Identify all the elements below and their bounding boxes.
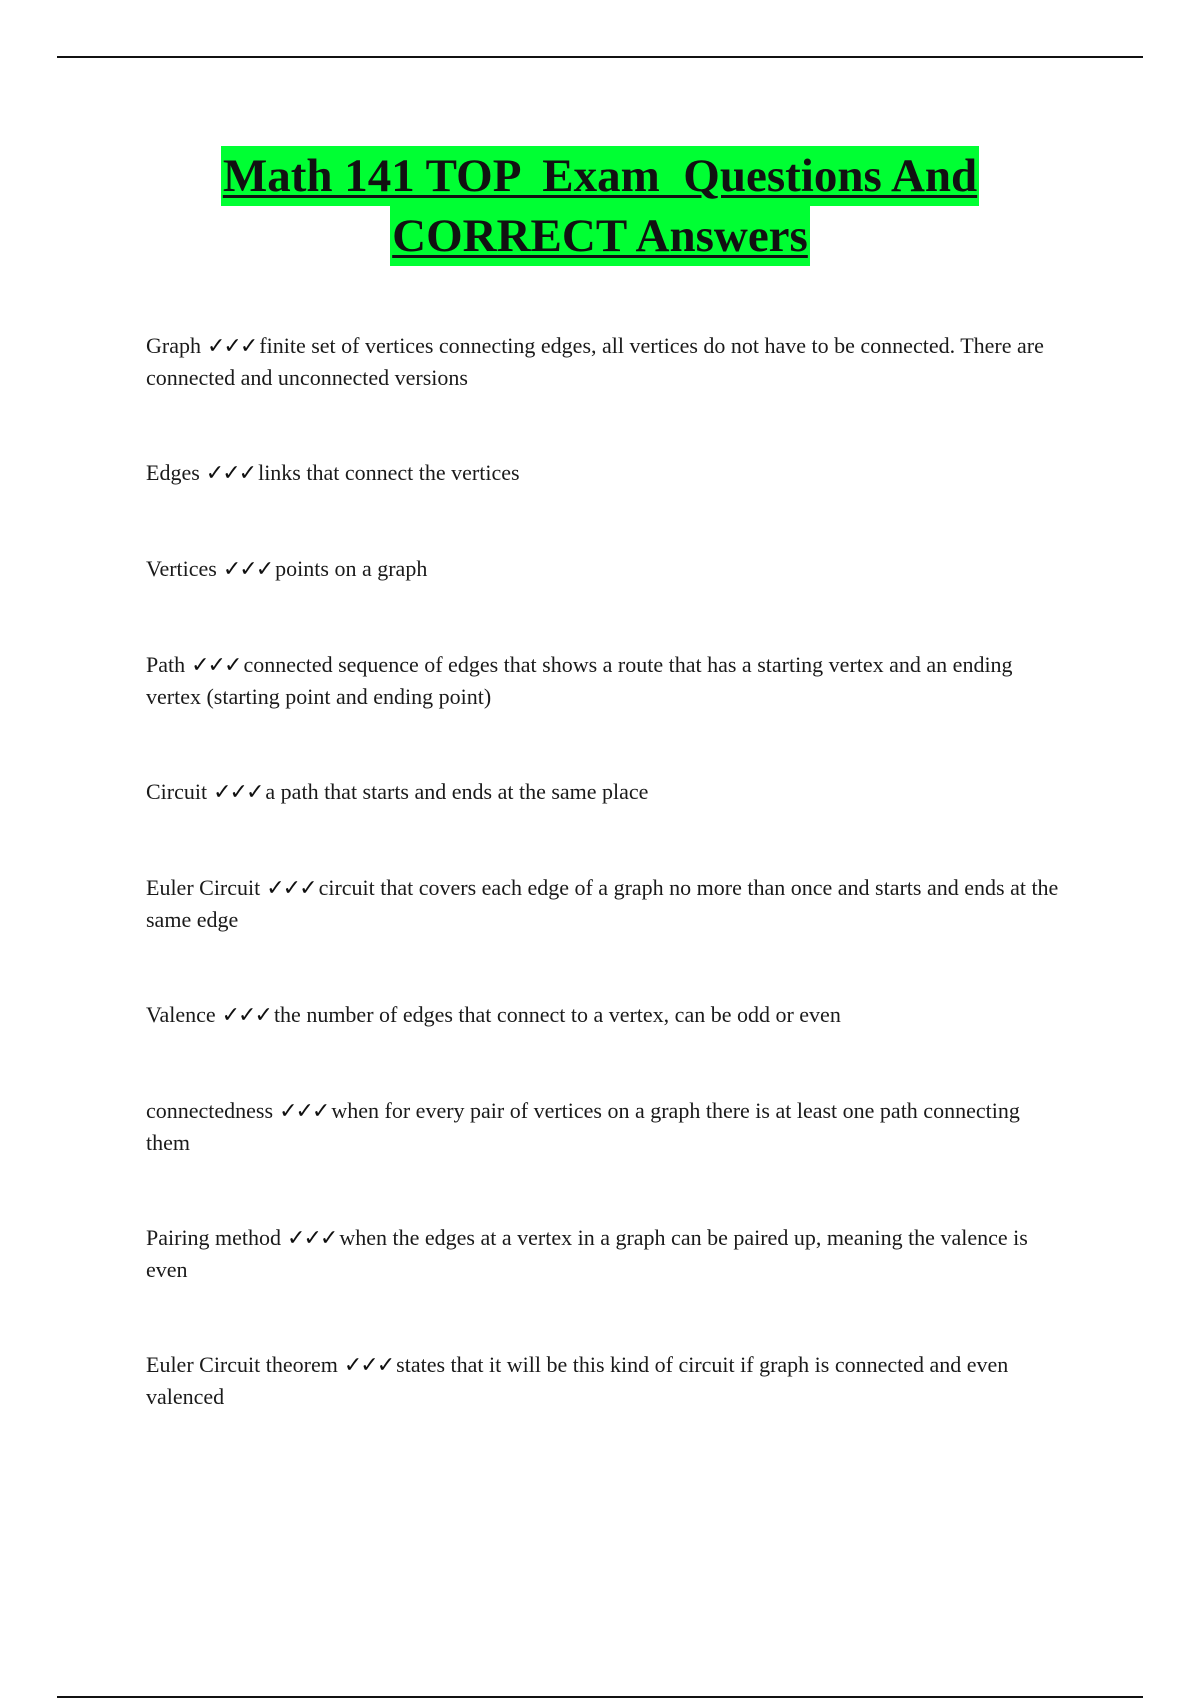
entry-term: Edges — [146, 460, 200, 485]
entry-term: Path — [146, 652, 186, 677]
entry-definition: links that connect the vertices — [258, 460, 520, 485]
check-marks-icon: ✓✓✓ — [205, 461, 256, 486]
check-marks-icon: ✓✓✓ — [191, 653, 241, 678]
entry-definition: connected sequence of edges that shows a route that has a starting vertex and an ending vertex (starting point and ending point) — [146, 652, 1013, 709]
definition-list — [146, 330, 1066, 1476]
entry-term: Graph — [146, 333, 201, 358]
top-rule — [57, 56, 1143, 58]
entry-connectedness — [146, 1095, 1066, 1222]
check-marks-icon: ✓✓✓ — [213, 780, 263, 805]
entry-pairing-method — [146, 1222, 1066, 1349]
entry-definition: when for every pair of vertices on a graph there is at least one path connecting them — [146, 1098, 1020, 1155]
entry-euler-circuit — [146, 872, 1066, 999]
entry-term: Vertices — [146, 556, 217, 581]
entry-definition: when the edges at a vertex in a graph can be paired up, meaning the valence is even — [146, 1225, 1028, 1282]
entry-euler-circuit-theorem — [146, 1349, 1066, 1476]
check-marks-icon: ✓✓✓ — [279, 1099, 329, 1124]
title-line-1: Math 141 TOP Exam Questions And — [221, 146, 979, 206]
entry-term: Euler Circuit — [146, 875, 261, 900]
entry-definition: finite set of vertices connecting edges, all vertices do not have to be connected. There are connected and unconnected versions — [146, 333, 1044, 390]
entry-term: Euler Circuit theorem — [146, 1352, 338, 1377]
entry-term: Valence — [146, 1002, 216, 1027]
page-title — [0, 146, 1200, 266]
bottom-rule — [57, 1696, 1143, 1698]
check-marks-icon: ✓✓✓ — [222, 557, 273, 582]
check-marks-icon: ✓✓✓ — [287, 1226, 337, 1251]
entry-term: Circuit — [146, 779, 208, 804]
entry-definition: the number of edges that connect to a vertex, can be odd or even — [273, 1002, 841, 1027]
entry-term: Pairing method — [146, 1225, 282, 1250]
entry-definition: a path that starts and ends at the same place — [265, 779, 649, 804]
entry-edges — [146, 457, 1066, 553]
entry-vertices — [146, 553, 1066, 649]
check-marks-icon: ✓✓✓ — [266, 876, 316, 901]
title-line-2: CORRECT Answers — [390, 206, 810, 266]
entry-circuit — [146, 776, 1066, 872]
entry-term: connectedness — [146, 1098, 274, 1123]
entry-path — [146, 649, 1066, 776]
check-marks-icon: ✓✓✓ — [206, 334, 257, 359]
entry-definition: states that it will be this kind of circuit if graph is connected and even valenced — [146, 1352, 1009, 1409]
check-marks-icon: ✓✓✓ — [343, 1353, 394, 1378]
entry-definition: points on a graph — [275, 556, 428, 581]
check-marks-icon: ✓✓✓ — [221, 1003, 271, 1028]
entry-definition: circuit that covers each edge of a graph no more than once and starts and ends at the same edge — [146, 875, 1059, 932]
entry-valence — [146, 999, 1066, 1095]
entry-graph — [146, 330, 1066, 457]
